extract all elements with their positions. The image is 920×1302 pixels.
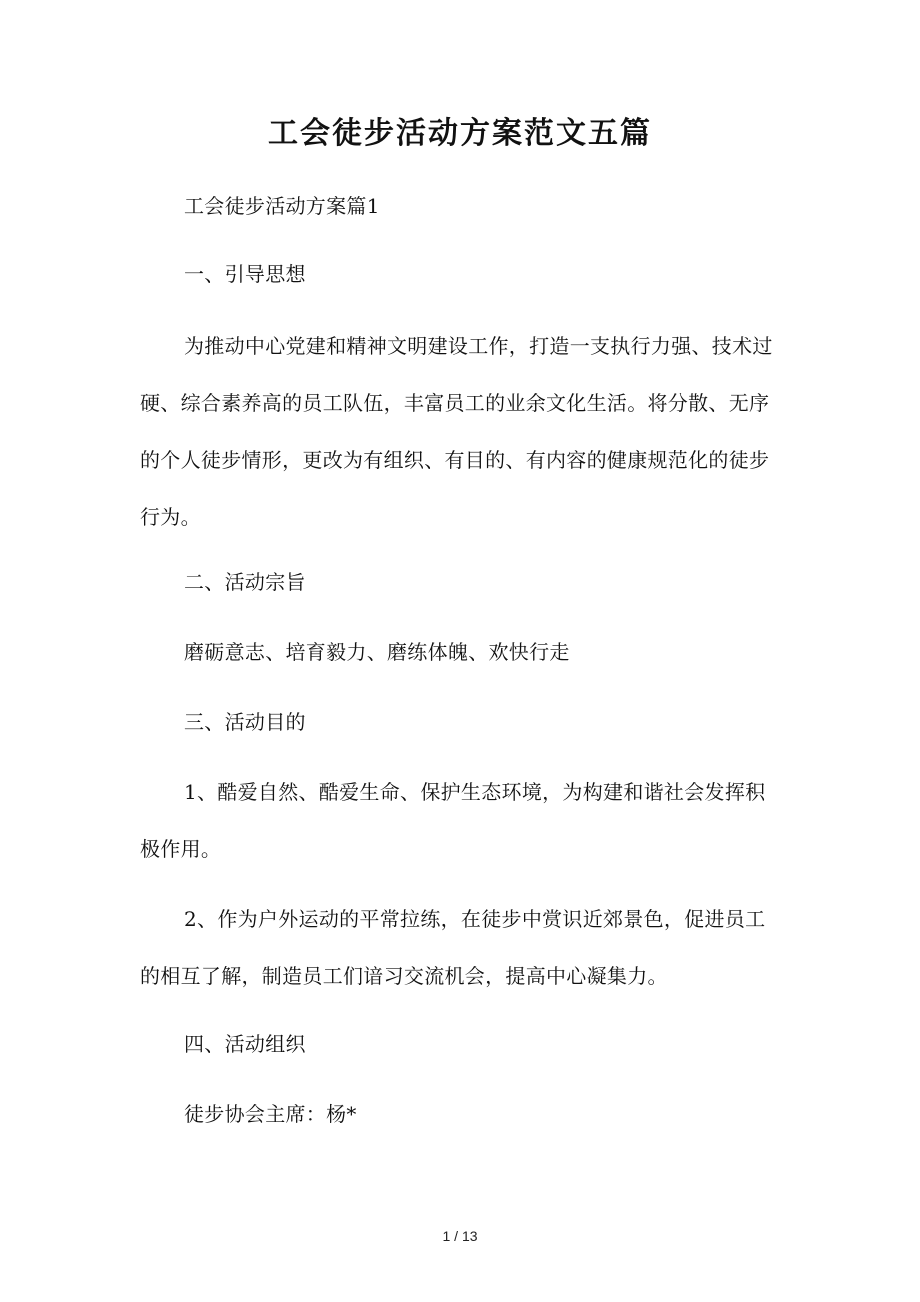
paragraph-goal-1: 1、酷爱自然、酷爱生命、保护生态环境，为构建和谐社会发挥积极作用。 xyxy=(140,780,766,861)
heading-organization: 四、活动组织 xyxy=(184,1032,306,1056)
document-title: 工会徒步活动方案范文五篇 xyxy=(268,116,652,151)
page-indicator: 1 / 13 xyxy=(442,1228,478,1244)
paragraph-goal-2: 2、作为户外运动的平常拉练，在徒步中赏识近郊景色，促进员工的相互了解，制造员工们谙习交流机会，提高中心凝集力。 xyxy=(140,907,766,988)
paragraph-organization-chair: 徒步协会主席：杨* xyxy=(184,1102,357,1126)
heading-goal: 三、活动目的 xyxy=(184,710,306,734)
heading-guiding-thought: 一、引导思想 xyxy=(184,262,306,286)
section-title: 工会徒步活动方案篇1 xyxy=(184,194,380,218)
paragraph-guiding-thought: 为推动中心党建和精神文明建设工作，打造一支执行力强、技术过硬、综合素养高的员工队伍，丰富员工的业余文化生活。将分散、无序的个人徒步情形，更改为有组织、有目的、有内容的健康规范化的徒步行为。 xyxy=(140,334,773,529)
paragraph-purpose: 磨砺意志、培育毅力、磨练体魄、欢快行走 xyxy=(184,640,570,664)
heading-purpose: 二、活动宗旨 xyxy=(184,570,306,594)
